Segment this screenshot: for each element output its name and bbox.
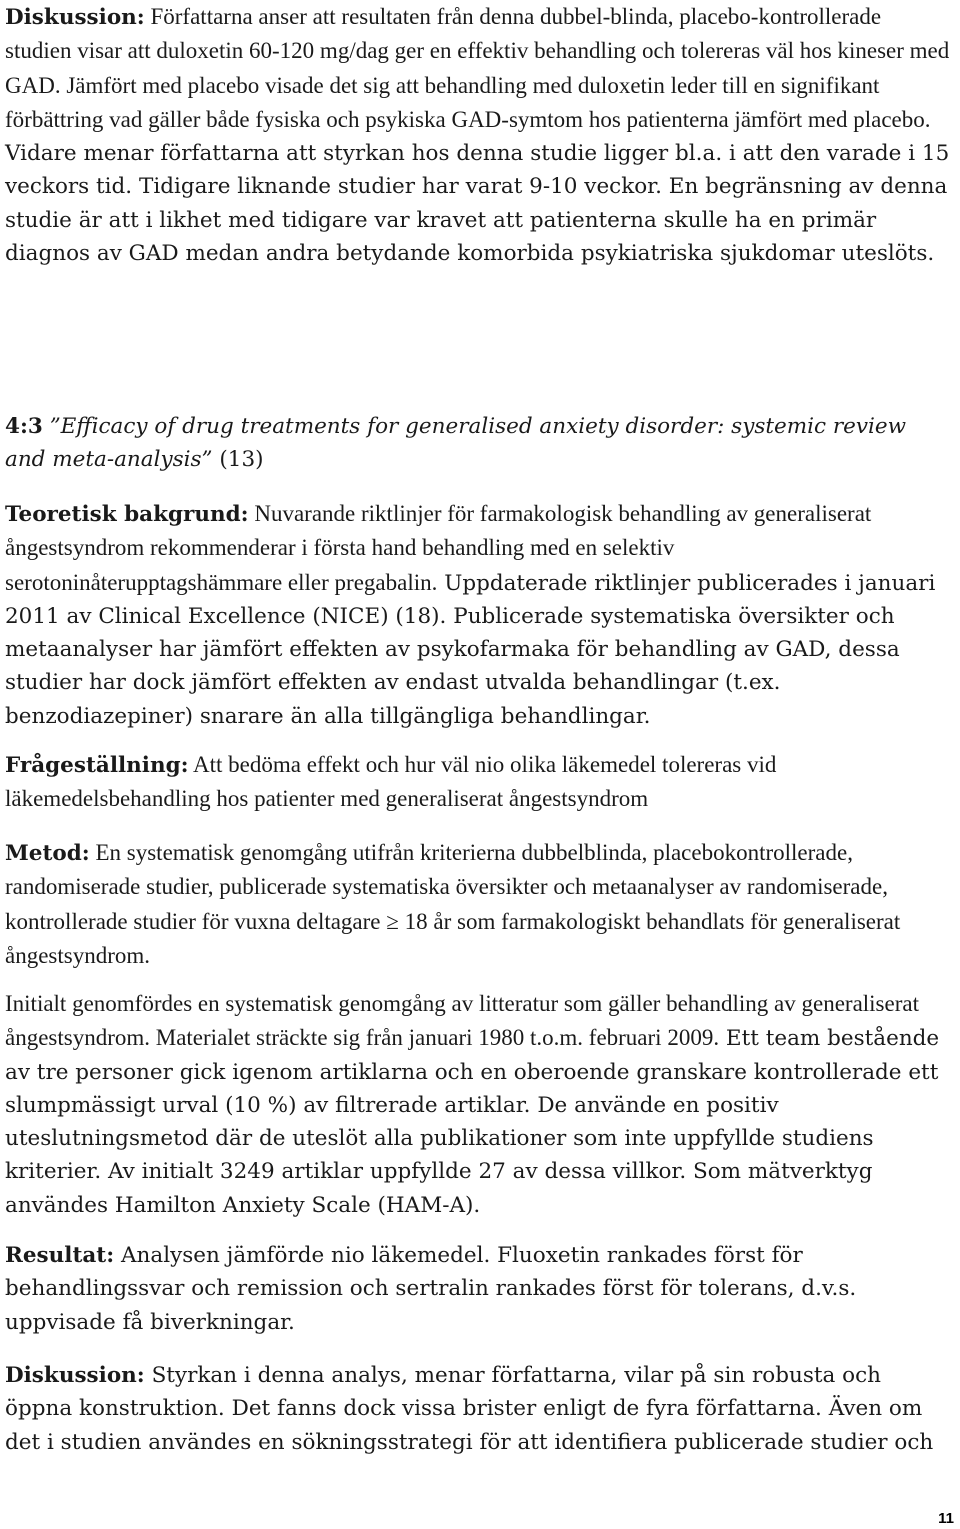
paragraph-fragestallning [5, 748, 953, 817]
paragraph-diskussion-2 [5, 1359, 953, 1459]
section-ref: (13) [212, 447, 264, 473]
label-fragestallning: Frågeställning: [5, 753, 189, 778]
text-initialt-a: Initialt genomfördes en systematisk genomgång av litteratur som gäller behandling av generaliserat ångestsyndrom. Materialet sträckte sig från januari 1980 t.o.m. februari 2009. [5, 991, 919, 1051]
section-title: ”Efficacy of drug treatments for generalised anxiety disorder: systemic review and meta-analysis” [5, 414, 907, 473]
text-metod: En systematisk genomgång utifrån kriterierna dubbelblinda, placebokontrollerade, randomiserade studier, publicerade systematiska översikter och metaanalyser av randomiserade, kontrollerade studier för vuxna deltagare ≥ 18 år som farmakologiskt behandlats för generaliserat ångestsyndrom. [5, 840, 901, 968]
label-diskussion: Diskussion: [5, 5, 145, 30]
text-diskussion-1a: Författarna anser att resultaten från denna dubbel-blinda, placebo-kontrollerade studien visar att duloxetin 60-120 mg/dag ger en effektiv behandling och tolereras väl hos kineser med GAD. Jämfört med placebo visade det sig att behandling med duloxetin leder till en signifikant förbättring vad gäller både fysiska och psykiska GAD-symtom hos patienterna jämfört med placebo. [5, 4, 950, 132]
label-resultat: Resultat: [5, 1243, 115, 1268]
text-teoretisk-b: Uppdaterade riktlinjer publicerades i januari 2011 av Clinical Excellence (NICE) (18). [5, 570, 936, 629]
label-teoretisk: Teoretisk bakgrund: [5, 502, 249, 527]
label-metod: Metod: [5, 841, 90, 866]
text-teoretisk-c: Publicerade systematiska översikter och metaanalyser har jämfört effekten av psykofarmaka för behandling av GAD, dessa studier har dock jämfört effekten av endast utvalda behandlingar (t.ex. benzodiazepiner) snarare än alla tillgängliga behandlingar. [5, 603, 900, 729]
page-number: 11 [938, 1510, 954, 1527]
text-fragestallning: Att bedöma effekt och hur väl nio olika läkemedel tolereras vid läkemedelsbehandling hos patienter med generaliserat ångestsyndrom [5, 752, 777, 812]
label-diskussion-2: Diskussion: [5, 1363, 145, 1388]
text-initialt-b: Ett team bestående av tre personer gick igenom artiklarna och en oberoende granskare kontrollerade ett slumpmässigt urval (10 %) av filtrerade artiklar. De använde en positiv uteslutningsmetod där de uteslöt alla publikationer som inte uppfyllde studiens kriterier. Av initialt 3249 artiklar uppfyllde 27 av dessa villkor. Som mätverktyg användes Hamilton Anxiety Scale (HAM-A). [5, 1026, 940, 1218]
section-number: 4:3 [5, 414, 43, 439]
text-teoretisk-a: Nuvarande riktlinjer för farmakologisk behandling av generaliserat ångestsyndrom rekommenderar i första hand behandling med en selektiv serotoninåterupptagshämmare eller pregabalin. [5, 501, 872, 595]
paragraph-diskussion-1 [5, 0, 953, 270]
paragraph-metod [5, 836, 953, 973]
paragraph-teoretisk [5, 497, 953, 733]
section-heading [5, 410, 953, 477]
paragraph-initialt [5, 987, 953, 1222]
text-diskussion-2: Styrkan i denna analys, menar författarna, vilar på sin robusta och öppna konstruktion. Det fanns dock vissa brister enligt de fyra författarna. Även om det i studien användes en sökningsstrategi för att identifiera publicerade studier och [5, 1363, 934, 1455]
text-diskussion-1b: Vidare menar författarna att styrkan hos denna studie ligger bl.a. i att den varade i 15 veckors tid. Tidigare liknande studier har varat 9-10 veckor. En begränsning av denna studie är att i likhet med tidigare var kravet att patienterna skulle ha en primär diagnos av GAD medan andra betydande komorbida psykiatriska sjukdomar uteslöts. [5, 141, 950, 267]
paragraph-resultat [5, 1239, 953, 1339]
text-resultat: Analysen jämförde nio läkemedel. Fluoxetin rankades först för behandlingssvar och remission och sertralin rankades först för tolerans, d.v.s. uppvisade få biverkningar. [5, 1243, 857, 1335]
